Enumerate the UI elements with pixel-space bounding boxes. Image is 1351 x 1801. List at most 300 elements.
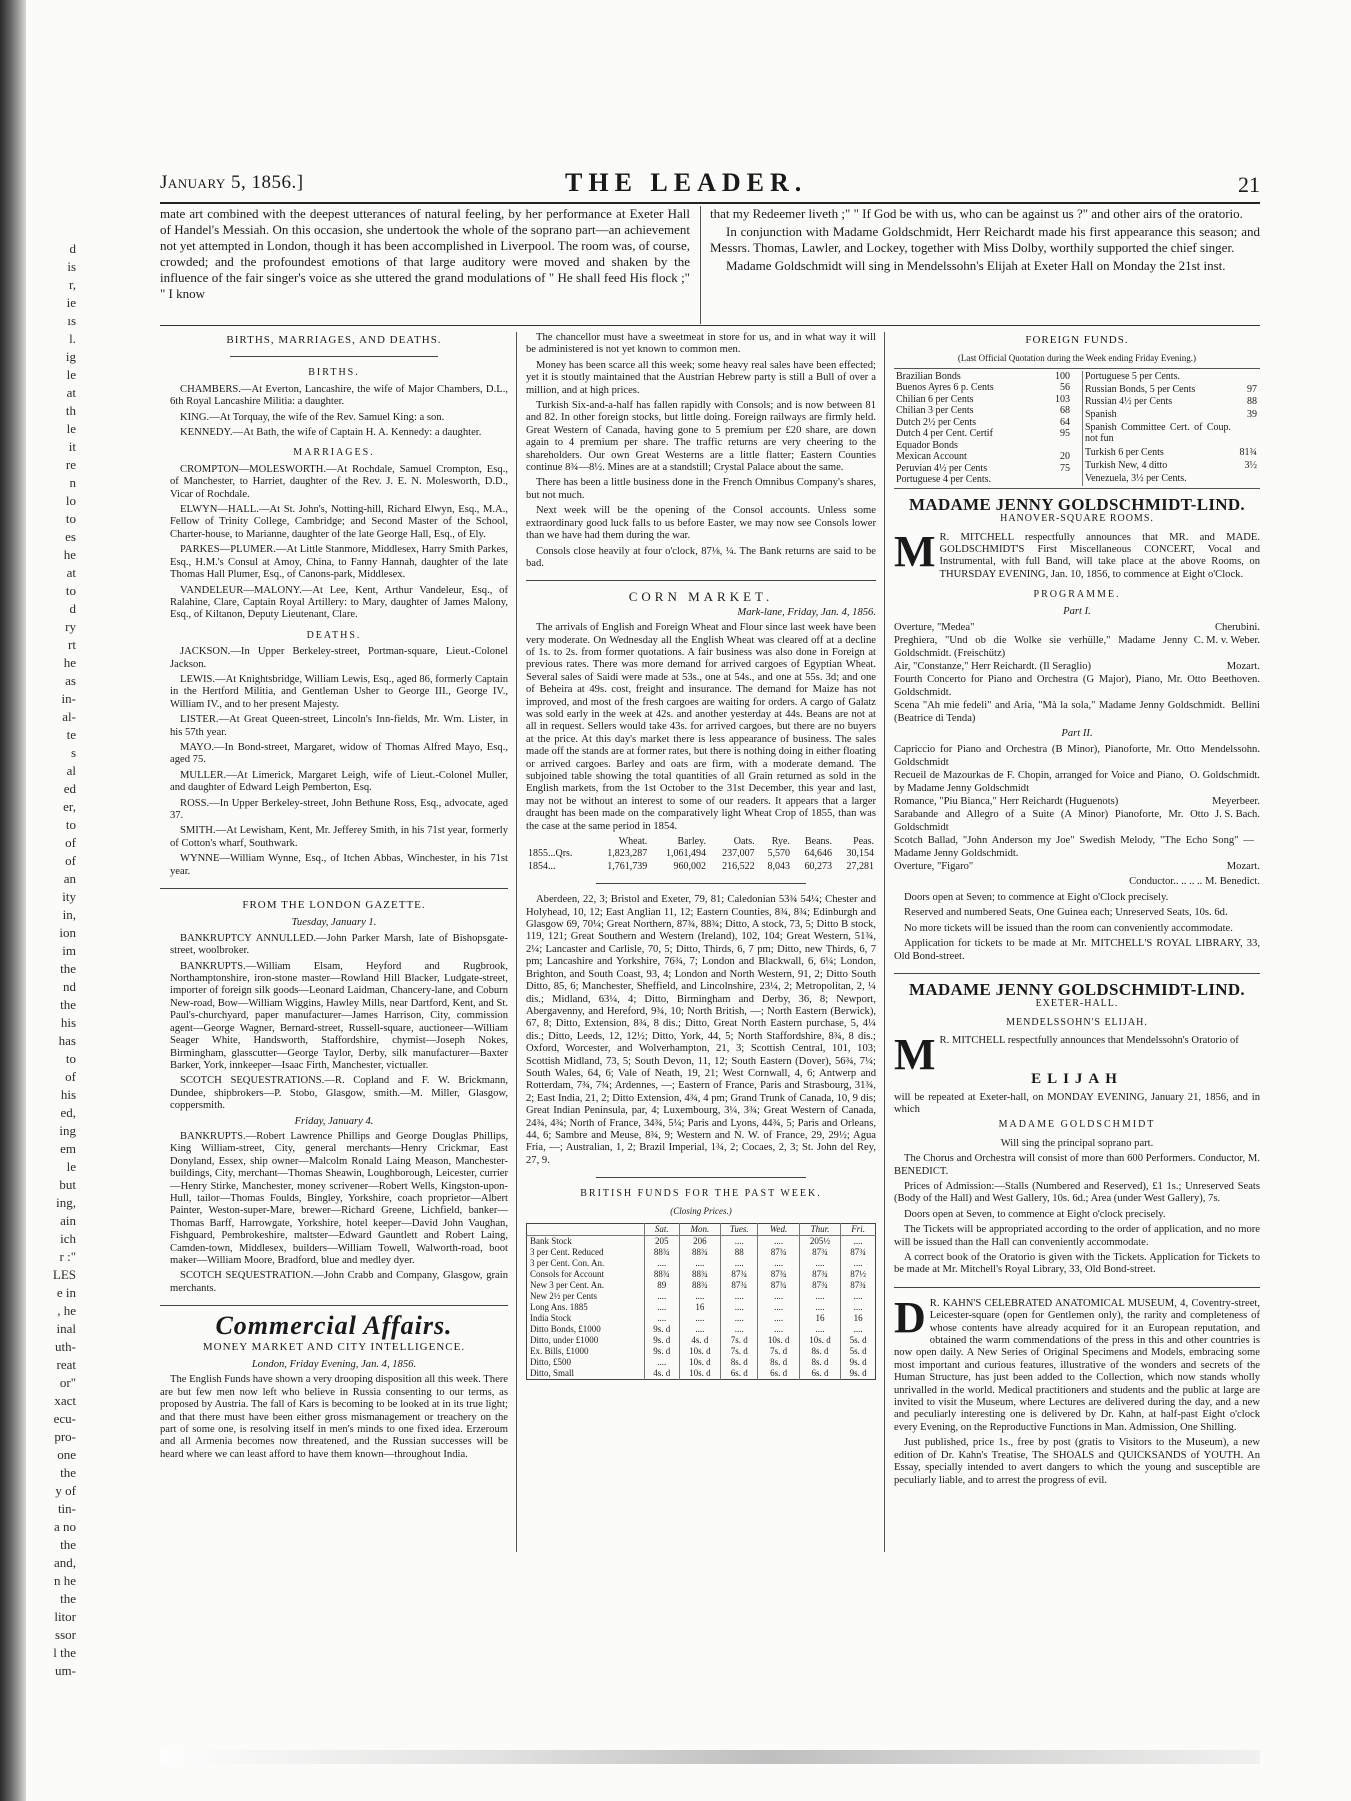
death-notice: WYNNE—William Wynne, Esq., of Itchen Abbas, Winchester, in his 71st year. (170, 853, 508, 877)
table-cell: 206 (679, 1236, 720, 1248)
table-cell: .... (644, 1258, 679, 1269)
line-fragment: ie (66, 295, 76, 310)
table-row (527, 1302, 876, 1313)
grain-returns-table (526, 836, 876, 873)
concert-note: Application for tickets to be made at Mr. MITCHELL'S ROYAL LIBRARY, 33, Old Bond-street. (894, 938, 1260, 962)
line-fragment: y of (55, 1483, 76, 1498)
programme-piece: Overture, "Figaro" (894, 861, 974, 873)
table-header-cell: Fri. (841, 1224, 876, 1236)
table-cell: 87¾ (758, 1269, 799, 1280)
table-cell: 1855...Qrs. (528, 848, 573, 860)
table-cell: .... (799, 1291, 840, 1302)
table-cell: Ditto, £500 (530, 1357, 572, 1367)
table-cell: 87¾ (758, 1280, 799, 1291)
table-cell: .... (721, 1236, 758, 1248)
table-row (894, 428, 1072, 440)
line-fragment: d (69, 241, 76, 256)
programme-heading: PROGRAMME. (1033, 589, 1121, 601)
header-rule (160, 202, 1260, 204)
line-fragment: he (63, 655, 76, 670)
museum-advertisement (894, 1292, 1260, 1434)
table-cell: 1,061,494 (665, 848, 706, 860)
programme-composer: Mozart. (1226, 661, 1260, 673)
concert-note: The Chorus and Orchestra will consist of more than 600 Performers. Conductor, M. BENEDICT. (894, 1153, 1260, 1177)
british-funds-heading: BRITISH FUNDS FOR THE PAST WEEK. (580, 1188, 822, 1200)
table-cell: 87¾ (721, 1280, 758, 1291)
concert-note: Prices of Admission:—Stalls (Numbered and Reserved), £1 1s.; Unreserved Seats (Body of the Hall) and West Gallery, 10s. 6d.; Area (under West Gallery), 7s. (894, 1180, 1260, 1205)
line-fragment: al- (62, 709, 76, 724)
line-fragment: r, (68, 277, 76, 292)
table-cell: 8s. d (799, 1346, 840, 1357)
line-fragment: reat (56, 1357, 76, 1372)
fund-price (1233, 473, 1260, 486)
fund-name: Equador Bonds (896, 439, 958, 451)
money-market-text: Next week will be the opening of the Consol accounts. Unless some extraordinary good luck falls to us before Easter, we may now see Consols lower than we have had them during the war. (526, 505, 876, 542)
fund-price (1046, 440, 1072, 452)
programme-piece: Sarabande and Allegro of a Suite (A Minor) Pianoforte, Mr. Otto Goldschmidt (894, 809, 1209, 834)
table-cell: 6s. d (721, 1368, 758, 1380)
concert-heading: MADAME JENNY GOLDSCHMIDT-LIND. (909, 494, 1245, 514)
money-market-text: The chancellor must have a sweetmeat in store for us, and in what way it will be administered is not yet known to common men. (526, 332, 876, 356)
line-fragment: ing (59, 1123, 76, 1138)
announcement-text: R. MITCHELL respectfully announces that MR. and MADE. GOLDSCHMIDT'S First Miscellaneous CONCERT, Vocal and Instrumental, with full Band, will take place at the above Rooms, on THURSDAY EVENING, Jan. 10, 1856, to commence at Eight o'Clock. (939, 531, 1260, 580)
divider (596, 1177, 806, 1178)
table-row (894, 371, 1072, 383)
table-cell: 8s. d (799, 1357, 840, 1368)
programme-piece: Air, "Constanze," Herr Reichardt. (Il Seraglio) (894, 661, 1092, 673)
table-cell: 87¾ (799, 1280, 840, 1291)
table-cell: 88 (721, 1247, 758, 1258)
fund-name: Spanish (1084, 409, 1117, 421)
table-cell: 88¾ (644, 1269, 679, 1280)
line-fragment: or" (59, 1375, 76, 1390)
line-fragment: le (66, 421, 76, 436)
table-cell: .... (841, 1258, 876, 1269)
death-notice: MAYO.—In Bond-street, Margaret, widow of Thomas Alfred Mayo, Esq., aged 75. (170, 741, 508, 766)
fund-name: Turkish 6 per Cents (1084, 447, 1164, 459)
table-cell: .... (758, 1236, 799, 1248)
corn-dateline: Mark-lane, Friday, Jan. 4, 1856. (737, 606, 876, 618)
table-cell: 8s. d (721, 1357, 758, 1368)
death-notice: LEWIS.—At Knightsbridge, William Lewis, Esq., aged 86, formerly Captain in the Hertford Militia, and Gentleman Usher to George III., George IV., William IV., and to her present Majesty. (170, 673, 508, 710)
line-fragment: but (59, 1177, 76, 1192)
line-fragment: the (60, 1465, 76, 1480)
line-fragment: as (65, 673, 76, 688)
fund-price (1233, 371, 1260, 384)
table-cell: 3 per Cent. Reduced (530, 1247, 604, 1257)
fund-name: Peruvian 4½ per Cents (896, 462, 988, 474)
table-cell: 87¾ (841, 1247, 876, 1258)
line-fragment: ıs (67, 313, 76, 328)
death-notice: SMITH.—At Lewisham, Kent, Mr. Jefferey Smith, in his 71st year, formerly of Cotton's wharf, Southwark. (170, 825, 508, 849)
line-fragment: and, (53, 1555, 76, 1570)
death-notice: JACKSON.—In Upper Berkeley-street, Portman-square, Lieut.-Colonel Jackson. (170, 646, 508, 670)
line-fragment: ion (59, 925, 76, 940)
table-cell: .... (644, 1357, 679, 1368)
deaths-heading: DEATHS. (306, 629, 362, 641)
programme-item (894, 860, 1260, 873)
table-cell: 88¾ (679, 1269, 720, 1280)
table-cell: .... (679, 1258, 720, 1269)
table-header-cell: Wheat. (618, 836, 648, 848)
lead-paragraph: In conjunction with Madame Goldschmidt, Herr Reichardt made his first appearance this season; and Messrs. Thomas, Lawler, and Lockey, together with Miss Dolby, worthily supported the chief singer. (710, 224, 1260, 255)
table-row (527, 1313, 876, 1324)
fund-name: Venezuela, 3½ per Cents. (1084, 472, 1187, 484)
line-fragment: to (65, 511, 76, 526)
table-cell: .... (758, 1324, 799, 1335)
table-cell: .... (721, 1291, 758, 1302)
line-fragment: r :" (59, 1249, 76, 1264)
table-row (527, 1368, 876, 1380)
table-cell: India Stock (530, 1313, 572, 1323)
gazette-date: Friday, January 4. (294, 1115, 374, 1127)
line-fragment: , he (57, 1303, 76, 1318)
table-cell: 237,007 (722, 848, 755, 860)
table-cell: 87¾ (721, 1269, 758, 1280)
table-cell: New 3 per Cent. An. (530, 1280, 604, 1290)
table-row (527, 1291, 876, 1302)
concert-announcement (894, 526, 1260, 582)
line-fragment: his (60, 1015, 76, 1030)
line-fragment: ecu- (53, 1411, 76, 1426)
line-fragment: ain (60, 1213, 76, 1228)
table-row (894, 394, 1072, 406)
marriage-notice: VANDELEUR—MALONY.—At Lee, Kent, Arthur Vandeleur, Esq., of Ralahine, Clare, Captain Royal Artillery: to Mary, daughter of James Malony, Esq., of Kiltanon, Deputy Lieutenant, Clare. (170, 584, 508, 621)
line-fragment: his (60, 1087, 76, 1102)
line-fragment: the (60, 1537, 76, 1552)
line-fragment: s (70, 745, 76, 760)
programme-part-1 (894, 621, 1260, 725)
line-fragment: the (60, 961, 76, 976)
table-cell: 4s. d (679, 1335, 720, 1346)
drop-cap: M (894, 526, 936, 576)
table-cell: 6s. d (799, 1368, 840, 1380)
programme-piece: Overture, "Medea" (894, 622, 975, 634)
table-cell: 9s. d (644, 1335, 679, 1346)
table-cell: .... (841, 1302, 876, 1313)
table-row (527, 1269, 876, 1280)
fund-price: 95 (1059, 428, 1070, 440)
bmd-heading: BIRTHS, MARRIAGES, AND DEATHS. (226, 334, 442, 346)
money-dateline: London, Friday Evening, Jan. 4, 1856. (251, 1359, 417, 1371)
table-row (1082, 409, 1259, 422)
issue-date: January 5, 1856.] (160, 172, 304, 193)
table-cell: .... (721, 1313, 758, 1324)
column-divider (516, 332, 517, 1552)
table-cell: .... (758, 1291, 799, 1302)
table-cell: 960,002 (673, 860, 706, 872)
money-market-text: There has been a little business done in the French Omnibus Company's shares, but not much. (526, 477, 876, 501)
table-cell: 1,761,739 (607, 860, 648, 872)
divider (894, 1287, 1260, 1288)
programme-piece: Capriccio for Piano and Orchestra (B Minor), Pianoforte, Mr. Otto Goldschmidt (894, 744, 1195, 769)
table-cell: 205½ (799, 1236, 840, 1248)
table-row (527, 1236, 876, 1248)
table-cell: 87¾ (841, 1280, 876, 1291)
divider (894, 973, 1260, 974)
table-cell: 16 (799, 1313, 840, 1324)
line-fragment: at (66, 385, 76, 400)
table-cell: .... (799, 1324, 840, 1335)
table-cell: .... (679, 1291, 720, 1302)
column-3 (894, 332, 1260, 1490)
table-cell: .... (758, 1302, 799, 1313)
singer-name: MADAME GOLDSCHMIDT (998, 1119, 1156, 1131)
table-row (894, 451, 1072, 463)
fund-name: Buenos Ayres 6 p. Cents (896, 382, 994, 394)
table-header-cell: Rye. (771, 836, 790, 848)
foreign-funds-right (1082, 371, 1260, 486)
foreign-funds-subheading: (Last Official Quotation during the Week ending Friday Evening.) (957, 353, 1197, 364)
birth-notice: KENNEDY.—At Bath, the wife of Captain H. A. Kennedy: a daughter. (180, 427, 482, 439)
line-fragment: l the (53, 1645, 76, 1660)
line-fragment: an (63, 871, 76, 886)
table-cell: 9s. d (644, 1346, 679, 1357)
line-fragment: he (63, 547, 76, 562)
fund-price: 103 (1054, 393, 1070, 405)
line-fragment: ity (62, 889, 76, 904)
table-cell: Ditto, Small (530, 1368, 575, 1378)
line-fragment: ich (60, 1231, 76, 1246)
line-fragment: to (65, 817, 76, 832)
table-cell: 5,570 (767, 848, 790, 860)
fund-name: Mexican Account (896, 451, 967, 463)
fund-name: Chilian 6 per Cents (896, 393, 974, 405)
table-cell: 5s. d (841, 1346, 876, 1357)
table-cell: 9s. d (841, 1357, 876, 1368)
table-row (894, 440, 1072, 452)
programme-piece: Recueil de Mazourkas de F. Chopin, arranged for Voice and Piano, by Madame Jenny Goldschmidt (894, 770, 1184, 795)
table-row (1082, 396, 1259, 409)
table-cell: Ex. Bills, £1000 (530, 1346, 589, 1356)
line-fragment: xact (54, 1393, 76, 1408)
line-fragment: litor (54, 1609, 76, 1624)
line-fragment: in, (62, 907, 76, 922)
programme-composer: Mendelssohn. (1200, 744, 1260, 756)
divider (596, 883, 806, 884)
table-cell: .... (799, 1302, 840, 1313)
programme-item (894, 621, 1260, 634)
table-cell: 3 per Cent. Con. An. (530, 1258, 605, 1268)
table-cell: Ditto, under £1000 (530, 1335, 599, 1345)
commercial-affairs-heading: Commercial Affairs. (215, 1311, 453, 1341)
british-funds-subheading: (Closing Prices.) (670, 1205, 732, 1216)
table-header-cell: Mon. (679, 1224, 720, 1236)
table-cell: .... (841, 1236, 876, 1248)
money-market-text: The English Funds have shown a very drooping disposition all this week. There are but few men now left who believe in Russia consenting to our terms, as proposed by Austria. The fall of Kars is becoming to be looked at in its true light; and that there must have been either gross mismanagement or treachery on the part of some one, is resolving itself in men's minds to one fixed idea. Erzeroum and all Armenia becomes now threatened, and the Russian successes will be heard where we can least afford to have them known—throughout India. (160, 1374, 508, 1460)
line-fragment: nd (63, 979, 76, 994)
oratorio-title: ELIJAH (1031, 1071, 1123, 1088)
line-fragment: uth- (55, 1339, 76, 1354)
programme-composer: C. M. v. Weber. (1193, 635, 1260, 647)
concert-note: Reserved and numbered Seats, One Guinea each; Unreserved Seats, 10s. 6d. (904, 907, 1228, 919)
programme-item (894, 743, 1260, 769)
line-fragment: the (60, 997, 76, 1012)
marriages-list (160, 464, 508, 622)
programme-composer: Beethoven. (1212, 674, 1260, 686)
concert-note: No more tickets will be issued than the room can conveniently accommodate. (904, 922, 1233, 934)
table-row (526, 848, 876, 860)
singer-note: Will sing the principal soprano part. (1000, 1137, 1154, 1149)
table-row (894, 474, 1072, 486)
table-cell: 7s. d (721, 1335, 758, 1346)
table-cell: 88¾ (644, 1247, 679, 1258)
advertisement-text: Just published, price 1s., free by post (gratis to Visitors to the Museum), a new edition of Dr. Kahn's Treatise, The SHOALS and QUICKSANDS of YOUTH. An Essay, specially intended to avert dangers to which the young and susceptible are peculiarly liable, and to arrest the progress of evil. (894, 1437, 1260, 1486)
programme-piece: Romance, "Piu Bianca," Herr Reichardt (Huguenots) (894, 796, 1119, 808)
line-fragment: of (65, 1069, 76, 1084)
line-fragment: er, (63, 799, 76, 814)
money-market-heading: MONEY MARKET AND CITY INTELLIGENCE. (202, 1340, 466, 1353)
concert-notes (894, 1153, 1260, 1277)
line-fragment: one (57, 1447, 76, 1462)
table-row (526, 861, 876, 873)
foreign-funds-table (894, 368, 1260, 489)
fund-price: 75 (1059, 462, 1070, 474)
table-cell: .... (644, 1302, 679, 1313)
table-cell: .... (758, 1313, 799, 1324)
money-market-text: Consols close heavily at four o'clock, 87⅛, ¼. The Bank returns are said to be bad. (526, 545, 876, 569)
table-cell: 10s. d (679, 1357, 720, 1368)
marriage-notice: PARKES—PLUMER.—At Little Stanmore, Middlesex, Harry Smith Parkes, Esq., H.M.'s Consul at Amoy, China, to Fanny Hannah, daughter of the late Thomas Hall Plumer, Esq., of Canons-park, Middlesex. (170, 544, 508, 581)
table-header-row (527, 1224, 876, 1236)
line-fragment: in- (61, 691, 76, 706)
birth-notice: CHAMBERS.—At Everton, Lancashire, the wife of Major Chambers, D.L., 6th Royal Lancashire Militia: a daughter. (170, 383, 508, 408)
book-binding-shadow (0, 0, 26, 1801)
programme-item (894, 634, 1260, 660)
conductor-line: Conductor.. .. .. .. M. Benedict. (1129, 876, 1260, 888)
line-fragment: of (65, 853, 76, 868)
line-fragment: n he (53, 1573, 76, 1588)
column-1 (160, 332, 508, 1464)
line-fragment: ed, (60, 1105, 76, 1120)
concert-notes (894, 892, 1260, 963)
concert-venue: EXETER-HALL. (1035, 998, 1119, 1010)
lead-article-left (160, 206, 690, 304)
previous-page-column-fragments (30, 240, 76, 1678)
line-fragment: l. (69, 331, 76, 346)
table-cell: .... (721, 1324, 758, 1335)
line-fragment: to (65, 583, 76, 598)
table-row (527, 1280, 876, 1291)
programme-composer: Meyerbeer. (1212, 796, 1260, 808)
table-cell: 87¾ (799, 1247, 840, 1258)
line-fragment: le (66, 1159, 76, 1174)
line-fragment: le (66, 367, 76, 382)
marriage-notice: ELWYN—HALL.—At St. John's, Notting-hill, Richard Elwyn, Esq., M.A., Fellow of Trinity College, Cambridge; and Second Master of the School, Charter-house, to Marianne, daughter of the late George Hall, Esq., of Ely. (170, 504, 508, 540)
table-cell: 216,522 (722, 860, 755, 872)
table-cell: 9s. d (841, 1368, 876, 1380)
marriages-heading: MARRIAGES. (293, 447, 375, 459)
divider (230, 356, 439, 357)
newspaper-page (160, 0, 1260, 1801)
gazette-entry: BANKRUPTCY ANNULLED.—John Parker Marsh, late of Bishopsgate-street, woolbroker. (170, 932, 508, 957)
line-fragment: it (68, 439, 76, 454)
fund-name: Russian Bonds, 5 per Cents (1084, 383, 1196, 395)
fund-price: 88 (1247, 396, 1257, 408)
births-heading: BIRTHS. (308, 367, 360, 379)
fund-name: Turkish New, 4 ditto (1084, 460, 1168, 472)
table-cell: 1854... (528, 860, 556, 872)
concert-note: Doors open at Seven; to commence at Eight o'Clock precisely. (904, 891, 1169, 903)
table-header-cell: Oats. (733, 836, 755, 848)
table-header-cell: Wed. (758, 1224, 799, 1236)
fund-price: 81¾ (1239, 447, 1257, 459)
table-header-cell: Sat. (644, 1224, 679, 1236)
programme-piece: Scotch Ballad, "John Anderson my Joe" Swedish Melody, "The Echo Song" — Madame Jenny Goldschmidt. (894, 835, 1254, 860)
table-cell: .... (679, 1324, 720, 1335)
programme-composer: Bellini (1231, 700, 1260, 712)
fund-name: Portuguese 4 per Cents. (896, 474, 991, 486)
table-row (527, 1324, 876, 1335)
line-fragment: a no (53, 1519, 76, 1534)
table-cell: New 2½ per Cents (530, 1291, 597, 1301)
table-cell: .... (644, 1291, 679, 1302)
drop-cap: M (894, 1030, 936, 1080)
fund-name: Portuguese 5 per Cents. (1084, 370, 1180, 382)
table-row (527, 1357, 876, 1368)
advertisement-text: R. KAHN'S CELEBRATED ANATOMICAL MUSEUM, 4, Coventry-street, Leicester-square (open for Gentlemen only), the rarity and completeness of whose contents have already acquired for it an European reputation, and obtained the warm commendations of the press in this and other countries is now open daily. A New Series of Original Specimens and Models, embracing some most important and curious features, illustrative of the wonders and secrets of the Human Structure, has just been added to the Collection, which now stands wholly unrivalled in the world. Medical practitioners and students and the public at large are invited to visit the Museum, where Lectures are delivered during the day, and a new and peculiarly interesting one is delivered by Dr. Kahn, at half-past Eight o'clock every Evening, on the Reproductive Functions in Man. Admission, One Shilling. (894, 1297, 1260, 1433)
gazette-entry: SCOTCH SEQUESTRATION.—John Crabb and Company, Glasgow, grain merchants. (170, 1270, 508, 1294)
table-cell: 16 (679, 1302, 720, 1313)
table-cell: 88¾ (679, 1247, 720, 1258)
concert-heading: MADAME JENNY GOLDSCHMIDT-LIND. (909, 979, 1245, 999)
newspaper-title: THE LEADER. (565, 168, 808, 197)
table-row (1082, 460, 1259, 473)
table-cell: 10s. d (758, 1335, 799, 1346)
line-fragment: is (67, 259, 76, 274)
gazette-date: Tuesday, January 1. (291, 917, 377, 929)
table-cell: .... (841, 1324, 876, 1335)
table-cell: 4s. d (644, 1368, 679, 1380)
line-fragment: e in (56, 1285, 76, 1300)
table-header-cell: Thur. (799, 1224, 840, 1236)
fund-price: 20 (1059, 451, 1070, 463)
divider (160, 888, 508, 889)
fund-name: Russian 4½ per Cents (1084, 396, 1173, 408)
fund-price: 39 (1247, 409, 1257, 421)
table-row (1082, 384, 1259, 397)
money-market-text: Money has been scarce all this week; some heavy real sales have been effected; yet it is stoutly maintained that the Austrian Hebrew party is still a Bull of over a million, and at high prices. (526, 359, 876, 396)
programme-item (894, 660, 1260, 673)
line-fragment: d (69, 601, 76, 616)
table-cell: 7s. d (758, 1346, 799, 1357)
table-cell: 27,281 (846, 860, 874, 872)
death-notice: MULLER.—At Limerick, Margaret Leigh, wife of Lieut.-Colonel Muller, and daughter of Edward Leigh Pemberton, Esq. (170, 769, 508, 794)
line-fragment: lo (65, 493, 76, 508)
table-header-cell: Peas. (853, 836, 874, 848)
fund-price: 100 (1054, 370, 1070, 382)
money-market-text: Turkish Six-and-a-half has fallen rapidly with Consols; and is now between 81 and 82. In other foreign stocks, but little doing. Foreign railways are firmly held. Great Western of Canada, having gone to 5 premium per £20 share, are down again to 4 premium per share. The traffic returns are very cheering to the shareholders. Our own Great Westerns are a little flatter; Eastern Counties continue 8¾—8½. Mines are at a standstill; Crystal Palace about the same. (526, 400, 876, 474)
column-divider (884, 332, 885, 1552)
table-cell: 205 (644, 1236, 679, 1248)
table-cell: .... (758, 1258, 799, 1269)
death-notice: LISTER.—At Great Queen-street, Lincoln's Inn-fields, Mr. Wm. Lister, in his 57th year. (170, 714, 508, 738)
table-cell: 64,646 (804, 848, 832, 860)
deaths-list (160, 646, 508, 878)
table-row (894, 463, 1072, 475)
fund-price: 64 (1059, 416, 1070, 428)
table-cell: 87¾ (758, 1247, 799, 1258)
table-cell: .... (799, 1258, 840, 1269)
table-cell: 87¾ (799, 1269, 840, 1280)
table-row (1082, 473, 1259, 486)
fund-price (1233, 422, 1260, 448)
line-fragment: al (66, 763, 76, 778)
drop-cap: D (894, 1292, 926, 1342)
programme-item (894, 673, 1260, 699)
table-row (527, 1346, 876, 1357)
line-fragment: pro- (54, 1429, 76, 1444)
